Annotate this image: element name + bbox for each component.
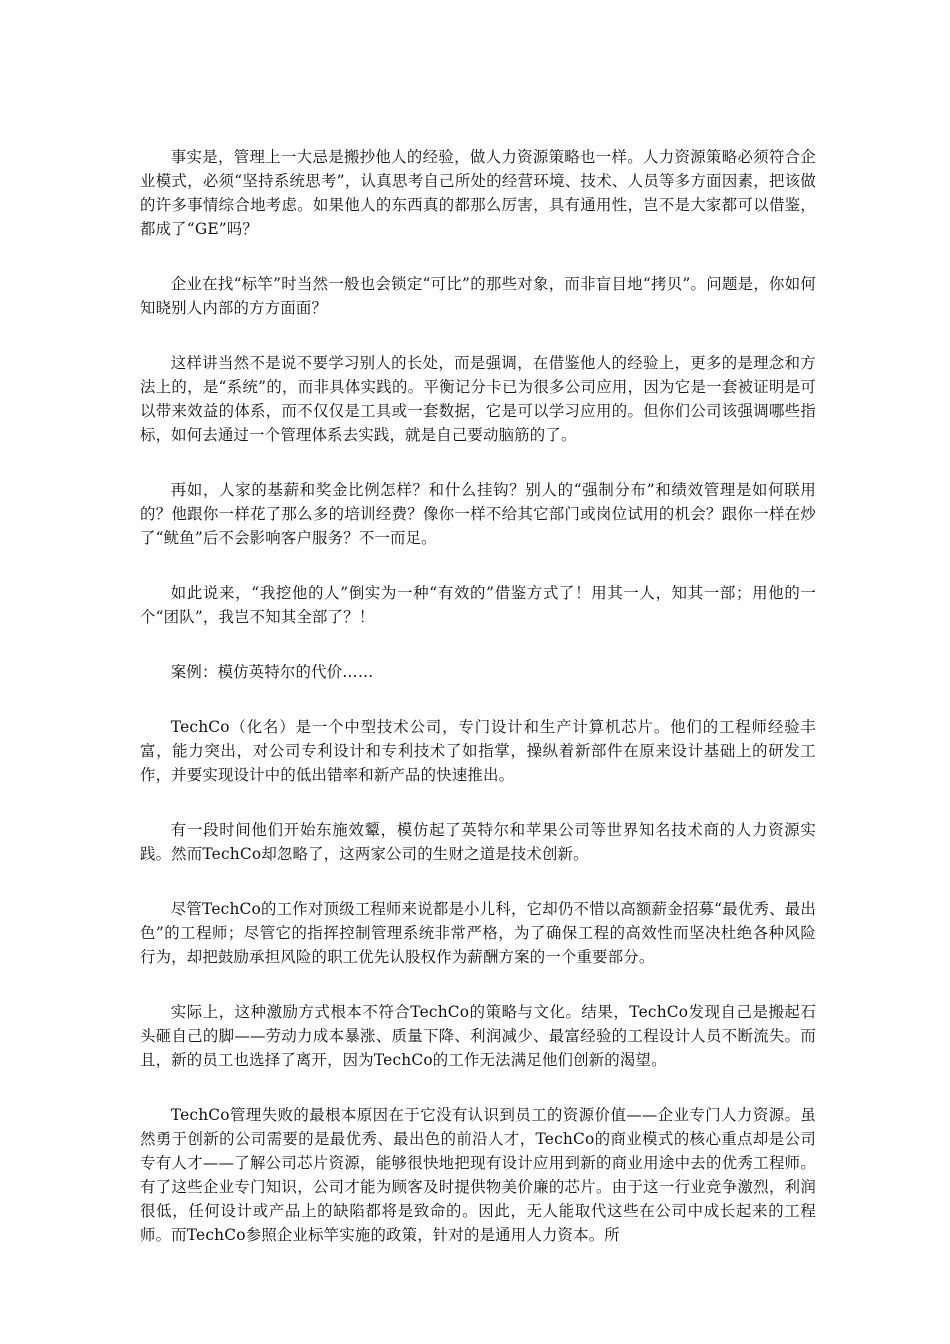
document-body — [140, 145, 816, 1247]
paragraph-2: 企业在找“标竿”时当然一般也会锁定“可比”的那些对象，而非盲目地“拷贝”。问题是，你如何知晓别人内部的方方面面？ — [140, 275, 816, 317]
paragraph-8: 有一段时间他们开始东施效颦，模仿起了英特尔和苹果公司等世界知名技术商的人力资源实践。然而TechCo却忽略了，这两家公司的生财之道是技术创新。 — [140, 821, 816, 863]
paragraph-3: 这样讲当然不是说不要学习别人的长处，而是强调，在借鉴他人的经验上，更多的是理念和方法上的，是“系统”的，而非具体实践的。平衡记分卡已为很多公司应用，因为它是一套被证明是可以带来效益的体系，而不仅仅是工具或一套数据，它是可以学习应用的。但你们公司该强调哪些指标，如何去通过一个管理体系去实践，就是自己要动脑筋的了。 — [140, 354, 816, 444]
paragraph-5: 如此说来，“我挖他的人”倒实为一种“有效的”借鉴方式了！用其一人，知其一部；用他的一个“团队”，我岂不知其全部了？！ — [140, 584, 816, 626]
paragraph-1: 事实是，管理上一大忌是搬抄他人的经验，做人力资源策略也一样。人力资源策略必须符合企业模式，必须“坚持系统思考”，认真思考自己所处的经营环境、技术、人员等多方面因素，把该做的许多事情综合地考虑。如果他人的东西真的都那么厉害，具有通用性，岂不是大家都可以借鉴，都成了“GE”吗？ — [140, 148, 816, 238]
paragraph-7: TechCo（化名）是一个中型技术公司，专门设计和生产计算机芯片。他们的工程师经验丰富，能力突出，对公司专利设计和专利技术了如指掌，操纵着新部件在原来设计基础上的研发工作，并要实现设计中的低出错率和新产品的快速推出。 — [140, 718, 816, 784]
paragraph-11: TechCo管理失败的最根本原因在于它没有认识到员工的资源价值——企业专门人力资源。虽然勇于创新的公司需要的是最优秀、最出色的前沿人才，TechCo的商业模式的核心重点却是公司专有人才——了解公司芯片资源，能够很快地把现有设计应用到新的商业用途中去的优秀工程师。有了这些企业专门知识，公司才能为顾客及时提供物美价廉的芯片。由于这一行业竞争激烈，利润很低，任何设计或产品上的缺陷都将是致命的。因此，无人能取代这些在公司中成长起来的工程师。而TechCo参照企业标竿实施的政策，针对的是通用人力资本。所 — [140, 1106, 816, 1244]
paragraph-4: 再如，人家的基薪和奖金比例怎样？和什么挂钩？别人的“强制分布”和绩效管理是如何联用的？他跟你一样花了那么多的培训经费？像你一样不给其它部门或岗位试用的机会？跟你一样在炒了“鱿鱼”后不会影响客户服务？不一而足。 — [140, 481, 816, 547]
paragraph-9: 尽管TechCo的工作对顶级工程师来说都是小儿科，它却仍不惜以高额薪金招募“最优秀、最出色”的工程师；尽管它的指挥控制管理系统非常严格，为了确保工程的高效性而坚决杜绝各种风险行为，却把鼓励承担风险的职工优先认股权作为薪酬方案的一个重要部分。 — [140, 900, 816, 966]
paragraph-10: 实际上，这种激励方式根本不符合TechCo的策略与文化。结果，TechCo发现自己是搬起石头砸自己的脚——劳动力成本暴涨、质量下降、利润减少、最富经验的工程设计人员不断流失。而且，新的员工也选择了离开，因为TechCo的工作无法满足他们创新的渴望。 — [140, 1003, 816, 1069]
case-heading: 案例：模仿英特尔的代价…… — [170, 663, 374, 681]
